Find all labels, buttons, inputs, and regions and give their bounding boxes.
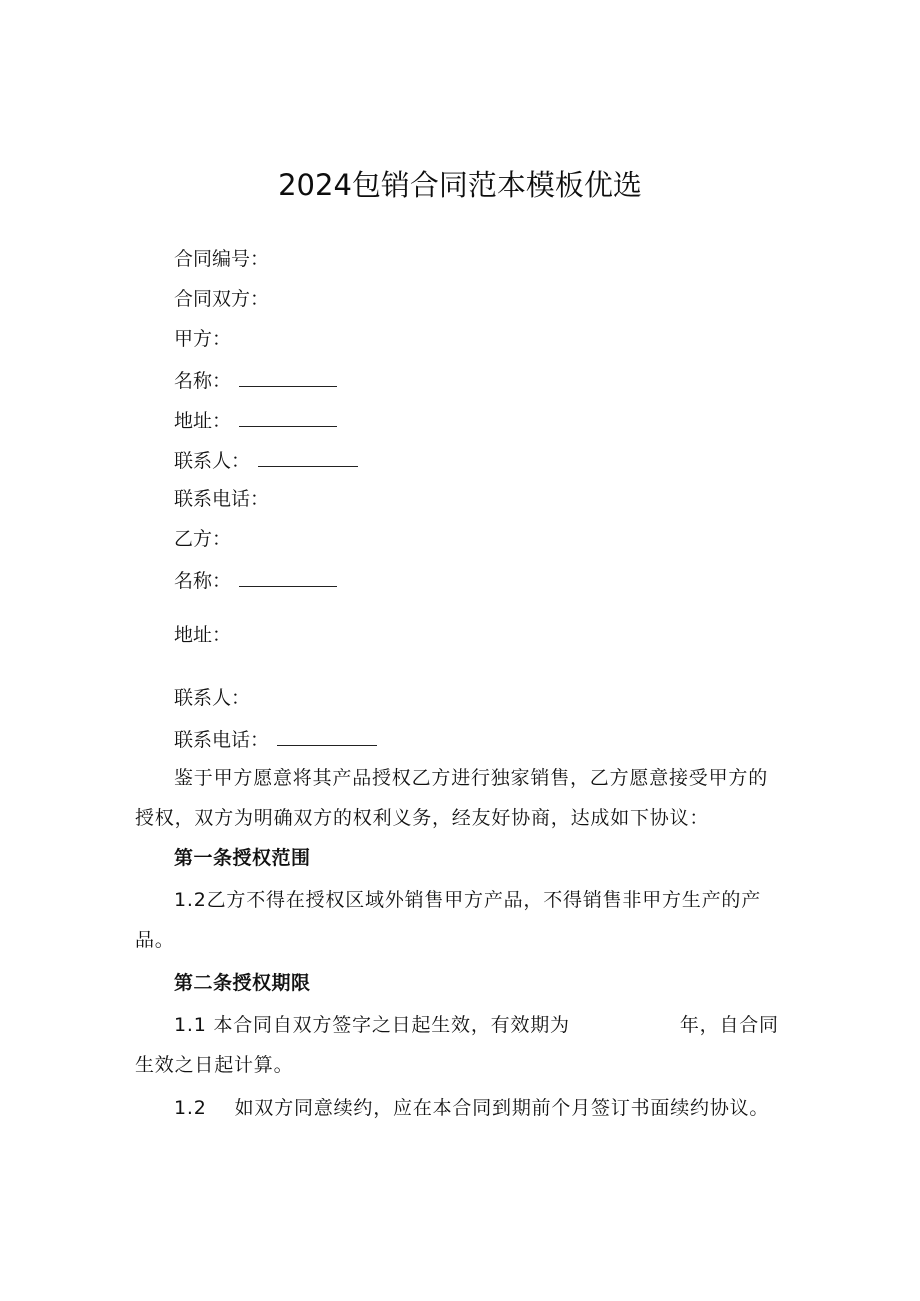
party-a-name-row [174,366,337,394]
party-b-name-blank[interactable] [239,566,337,587]
preamble-paragraph: 鉴于甲方愿意将其产品授权乙方进行独家销售，乙方愿意接受甲方的授权，双方为明确双方的权利义务，经友好协商，达成如下协议： [135,767,769,829]
document-title: 2024包销合同范本模板优选 [278,168,642,202]
party-a-name-label: 名称： [174,370,232,392]
article-2-clause-1-1 [135,1005,785,1085]
party-a-contact-row [174,446,358,474]
party-a-address-row [174,406,337,434]
party-b-phone-row [174,725,377,753]
party-a-label: 甲方： [174,328,232,350]
party-b-phone-blank[interactable] [277,725,377,746]
article-2-clause-1-2 [135,1088,785,1128]
party-b-label: 乙方： [174,528,232,550]
party-b-name-row [174,566,337,594]
party-a-phone-label: 联系电话： [174,488,270,510]
contract-number-label: 合同编号： [174,248,270,270]
parties-label: 合同双方： [174,288,270,310]
party-a-contact-label: 联系人： [174,450,251,472]
party-a-address-blank[interactable] [239,406,337,427]
party-a-address-label: 地址： [174,410,232,432]
article-1-clause-1-2: 1.2乙方不得在授权区域外销售甲方产品，不得销售非甲方生产的产品。 [135,889,762,951]
article-2-clause-1-2-text: 如双方同意续约，应在本合同到期前个月签订书面续约协议。 [234,1097,770,1119]
article-1-heading: 第一条授权范围 [174,847,311,869]
article-2-clause-1-1-start: 1.1 本合同自双方签字之日起生效，有效期为 [174,1014,570,1036]
party-b-phone-label: 联系电话： [174,729,270,751]
article-2-heading: 第二条授权期限 [174,972,311,994]
party-b-contact-label: 联系人： [174,687,251,709]
party-b-address-label: 地址： [174,624,232,646]
party-a-name-blank[interactable] [239,366,337,387]
party-a-contact-blank[interactable] [258,446,358,467]
article-2-clause-1-2-number: 1.2 [174,1097,207,1119]
article-2-clause-1-1-end: 年，自合同生效之日起计算。 [135,1014,779,1076]
party-b-name-label: 名称： [174,570,232,592]
